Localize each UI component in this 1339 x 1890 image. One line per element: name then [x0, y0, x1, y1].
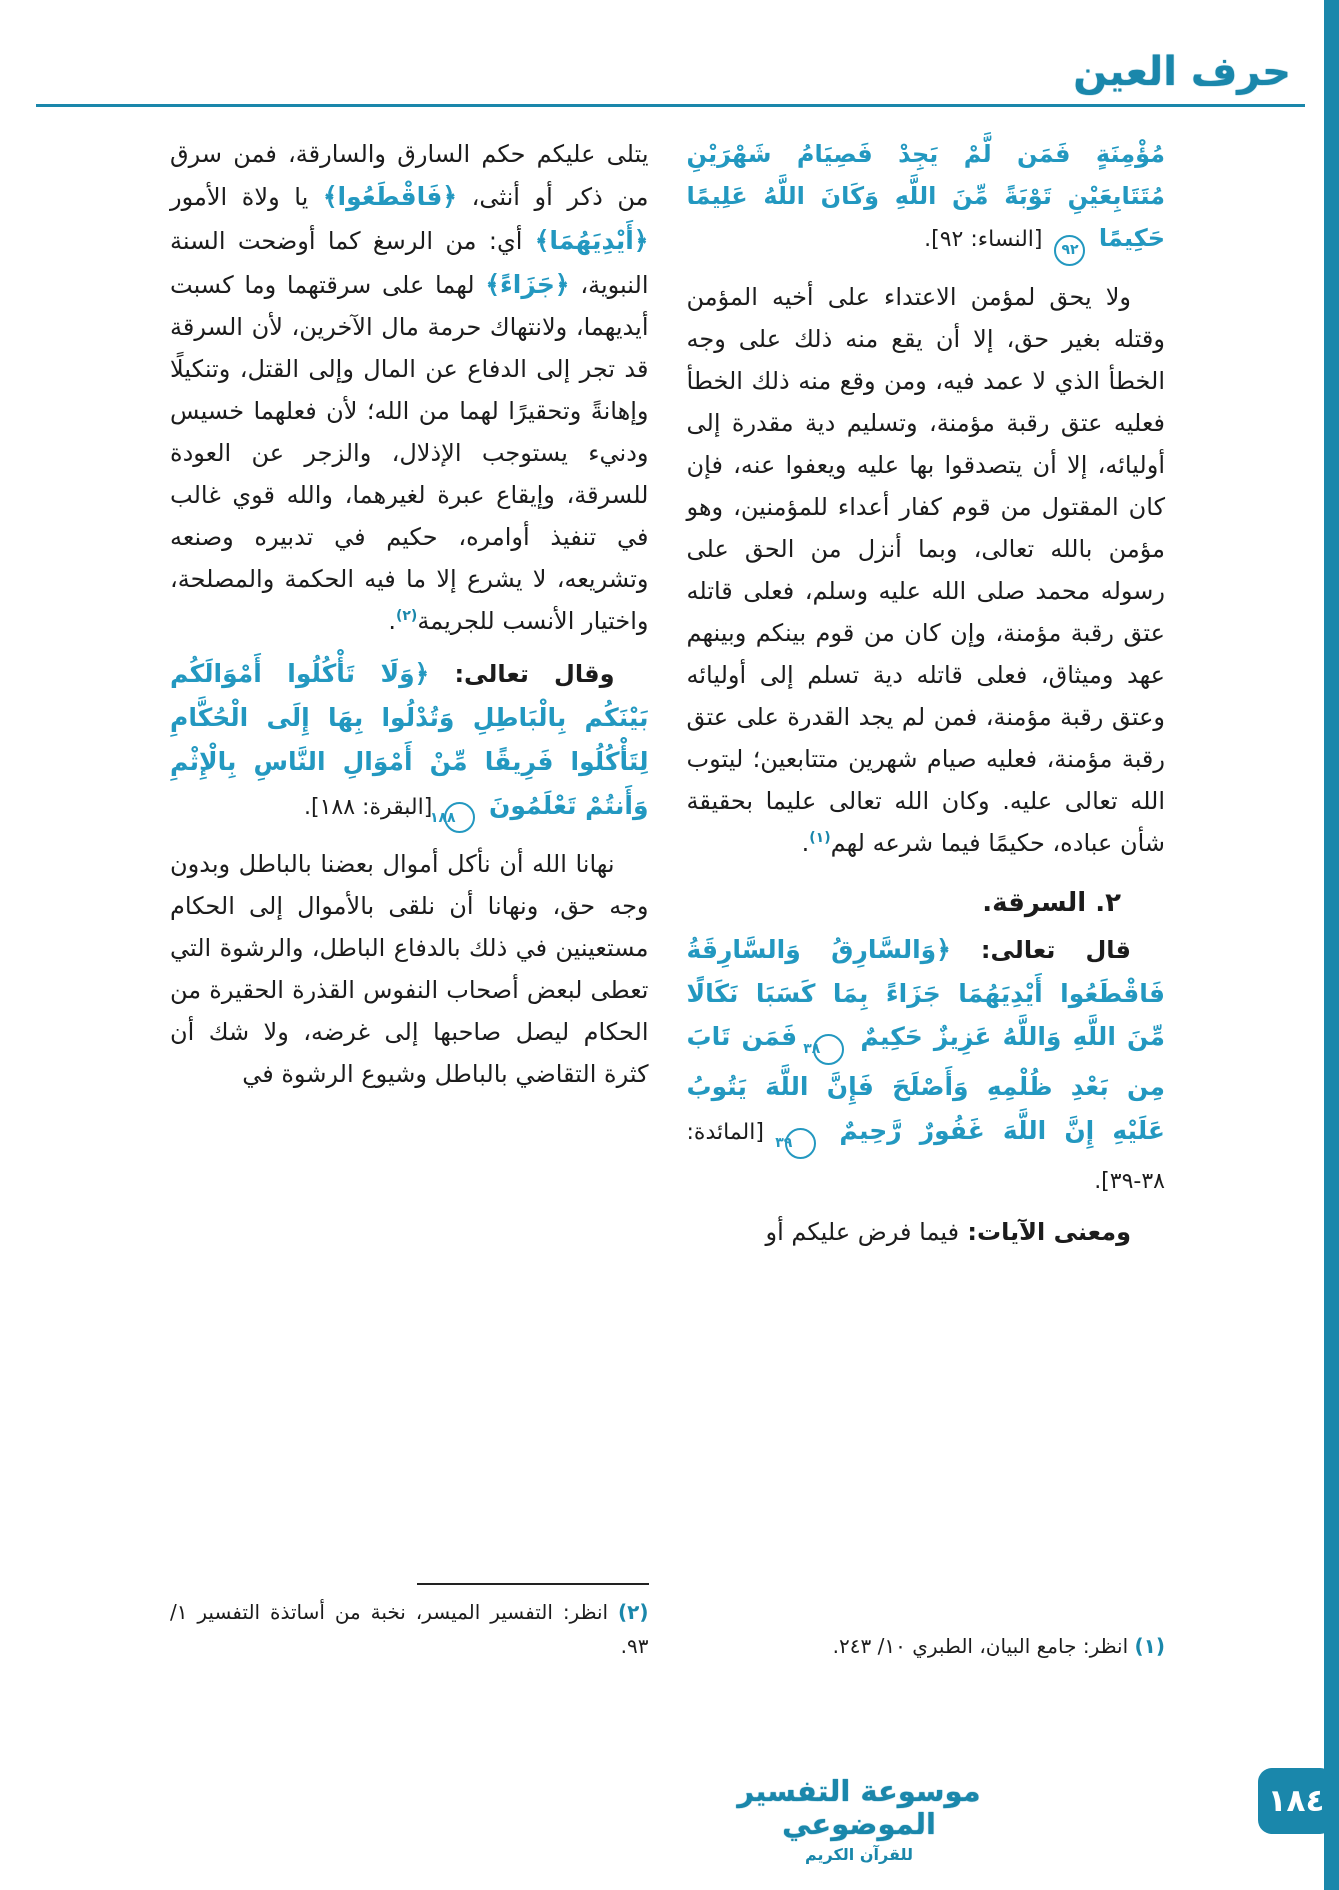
verse-number-medallion: ٣٩ [785, 1128, 816, 1159]
inline-quran-word: ﴿فَاقْطَعُوا﴾ [322, 182, 457, 211]
meaning-text: فيما فرض عليكم أو [765, 1218, 960, 1246]
body-paragraph [170, 843, 649, 1095]
verse-baqara-188: ﴿وَلَا تَأْكُلُوا أَمْوَالَكُم بَيْنَكُم بِالْبَاطِلِ وَتُدْلُوا بِهَا إِلَى الْحُكَّامِ لِتَأْكُلُوا فَرِيقًا مِّنْ أَمْوَالِ النَّاسِ بِالْإِثْمِ وَأَنتُمْ تَعْلَمُونَ [170, 659, 649, 820]
verse-reference: [النساء: ٩٢]. [924, 227, 1050, 252]
meaning-lead: ومعنى الآيات: [959, 1218, 1131, 1246]
verse-number-medallion: ٣٨ [813, 1034, 844, 1065]
chapter-title: حرف العين [1073, 49, 1291, 95]
quran-quote-paragraph [170, 652, 649, 833]
page-number-tab [1258, 1768, 1334, 1834]
body-paragraph [687, 276, 1166, 864]
footnote-text: انظر: التفسير الميسر، نخبة من أساتذة التفسير ١/ ٩٣. [170, 1600, 649, 1658]
footnote-marker: (١) [809, 829, 831, 846]
inline-quran-word: ﴿أَيْدِيَهُمَا﴾ [534, 225, 649, 255]
verse-maida-38: ﴿وَالسَّارِقُ وَالسَّارِقَةُ فَاقْطَعُوا أَيْدِيَهُمَا جَزَاءً بِمَا كَسَبَا نَكَالًا مِّنَ اللَّهِ وَاللَّهُ عَزِيزٌ حَكِيمٌ [686, 934, 1165, 1052]
paragraph-text: ولا يحق لمؤمن الاعتداء على أخيه المؤمن وقتله بغير حق، إلا أن يقع منه ذلك على وجه الخطأ الذي لا عمد فيه، ومن وقع منه ذلك الخطأ فعليه عتق رقبة مؤمنة، وتسليم دية مقدرة إلى أوليائه، إلا أن يتصدقوا بها عليه ويعفوا عنه، فإن كان المقتول من قوم كفار أعداء للمؤمنين، وهو مؤمن بالله تعالى، وبما أنزل من الحق على رسوله محمد صلى الله عليه وسلم، فعلى قاتله عتق رقبة مؤمنة، وإن كان من قوم بينكم وبينهم عهد وميثاق، فعلى قاتله دية تسلم إلى أوليائه وعتق رقبة مؤمنة، فمن لم يجد القدرة على عتق رقبة مؤمنة، فعليه صيام شهرين متتابعين؛ ليتوب الله تعالى عليه. وكان الله تعالى عليما بحقيقة شأن عباده، حكيمًا فيما شرعه لهم [686, 282, 1165, 857]
tafsir-paragraph [170, 133, 649, 642]
footnote-separator [417, 1583, 649, 1585]
quran-quote-paragraph [687, 928, 1166, 1201]
page-header [36, 0, 1305, 107]
verse-number-medallion: ١٨٨ [444, 802, 475, 833]
right-column [687, 133, 1166, 1667]
paragraph-tail: . [801, 828, 810, 857]
paragraph-tail: . [388, 607, 396, 636]
left-column [170, 133, 649, 1667]
section-heading-theft: ٢. السرقة. [982, 887, 1121, 918]
logo-subtitle: للقرآن الكريم [804, 1844, 914, 1864]
footnote-1 [687, 1629, 1166, 1667]
qala-taala-lead: قال تعالى: [950, 935, 1131, 964]
verse-reference: [البقرة: ١٨٨]. [304, 794, 440, 820]
quran-verse-nisa [687, 133, 1166, 266]
verse-reference: [المائدة: ٣٨-٣٩]. [686, 1119, 1165, 1194]
footnote-marker: (٢) [395, 608, 418, 625]
inline-quran-word: ﴿جَزَاءً﴾ [485, 269, 570, 299]
paragraph-text: يتلى عليكم حكم السارق والسارقة، فمن سرق من ذكر أو أنثى، [170, 140, 649, 211]
footnote-2 [170, 1583, 649, 1667]
verse-maida-39: فَمَن تَابَ مِن بَعْدِ ظُلْمِهِ وَأَصْلَحَ فَإِنَّ اللَّهَ يَتُوبُ عَلَيْهِ إِنَّ اللَّهَ غَفُورٌ رَّحِيمٌ [686, 1022, 1165, 1145]
footnote-text: انظر: جامع البيان، الطبري ١٠/ ٢٤٣. [832, 1634, 1135, 1658]
paragraph-text: يا ولاة الأمور [170, 183, 323, 211]
paragraph-text: نهانا الله أن نأكل أموال بعضنا بالباطل وبدون وجه حق، ونهانا أن نلقى بالأموال إلى الحكام مستعينين في ذلك بالدفاع الباطل، والرشوة التي تعطى لبعض أصحاب النفوس القذرة الحقيرة من الحكام ليصل صاحبها إلى غرضه، ولا شك أن كثرة التقاضي بالباطل وشيوع الرشوة في [170, 850, 649, 1089]
paragraph-text: لهما على سرقتهما وما كسبت أيديهما، ولانتهاك حرمة مال الآخرين، لأن السرقة قد تجر إلى الدفاع عن المال وإلى القتل، وتنكيلًا وإهانةً وتحقيرًا لهما من الله؛ لأن فعلهما خسيس ودنيء يستوجب الإذلال، والزجر عن العودة للسرقة، وإيقاع عبرة لغيرهما، والله قوي غالب في تنفيذ أوامره، حكيم في تدبيره وصنعه وتشريعه، لا يشرع إلا ما فيه الحكمة والمصلحة، واختيار الأنسب للجريمة [170, 270, 649, 636]
footnote-number: (٢) [618, 1600, 649, 1624]
verse-number-medallion: ٩٢ [1054, 235, 1085, 266]
waqala-taala-lead: وقال تعالى: [429, 660, 615, 689]
logo-title: موسوعة التفسير الموضوعي [737, 1773, 981, 1842]
publisher-logo [724, 1775, 994, 1864]
page-number: ١٨٤ [1267, 1783, 1325, 1819]
edge-strip-decoration [1324, 0, 1339, 1890]
footnote-number: (١) [1134, 1634, 1165, 1658]
page-body [0, 107, 1339, 1667]
meaning-paragraph [687, 1211, 1166, 1253]
paragraph-text: أي: من الرسغ كما أوضحت السنة النبوية، [170, 226, 649, 299]
verse-text: مُؤْمِنَةٍ فَمَن لَّمْ يَجِدْ فَصِيَامُ شَهْرَيْنِ مُتَتَابِعَيْنِ تَوْبَةً مِّنَ اللَّهِ وَكَانَ اللَّهُ عَلِيمًا حَكِيمًا [686, 140, 1165, 252]
